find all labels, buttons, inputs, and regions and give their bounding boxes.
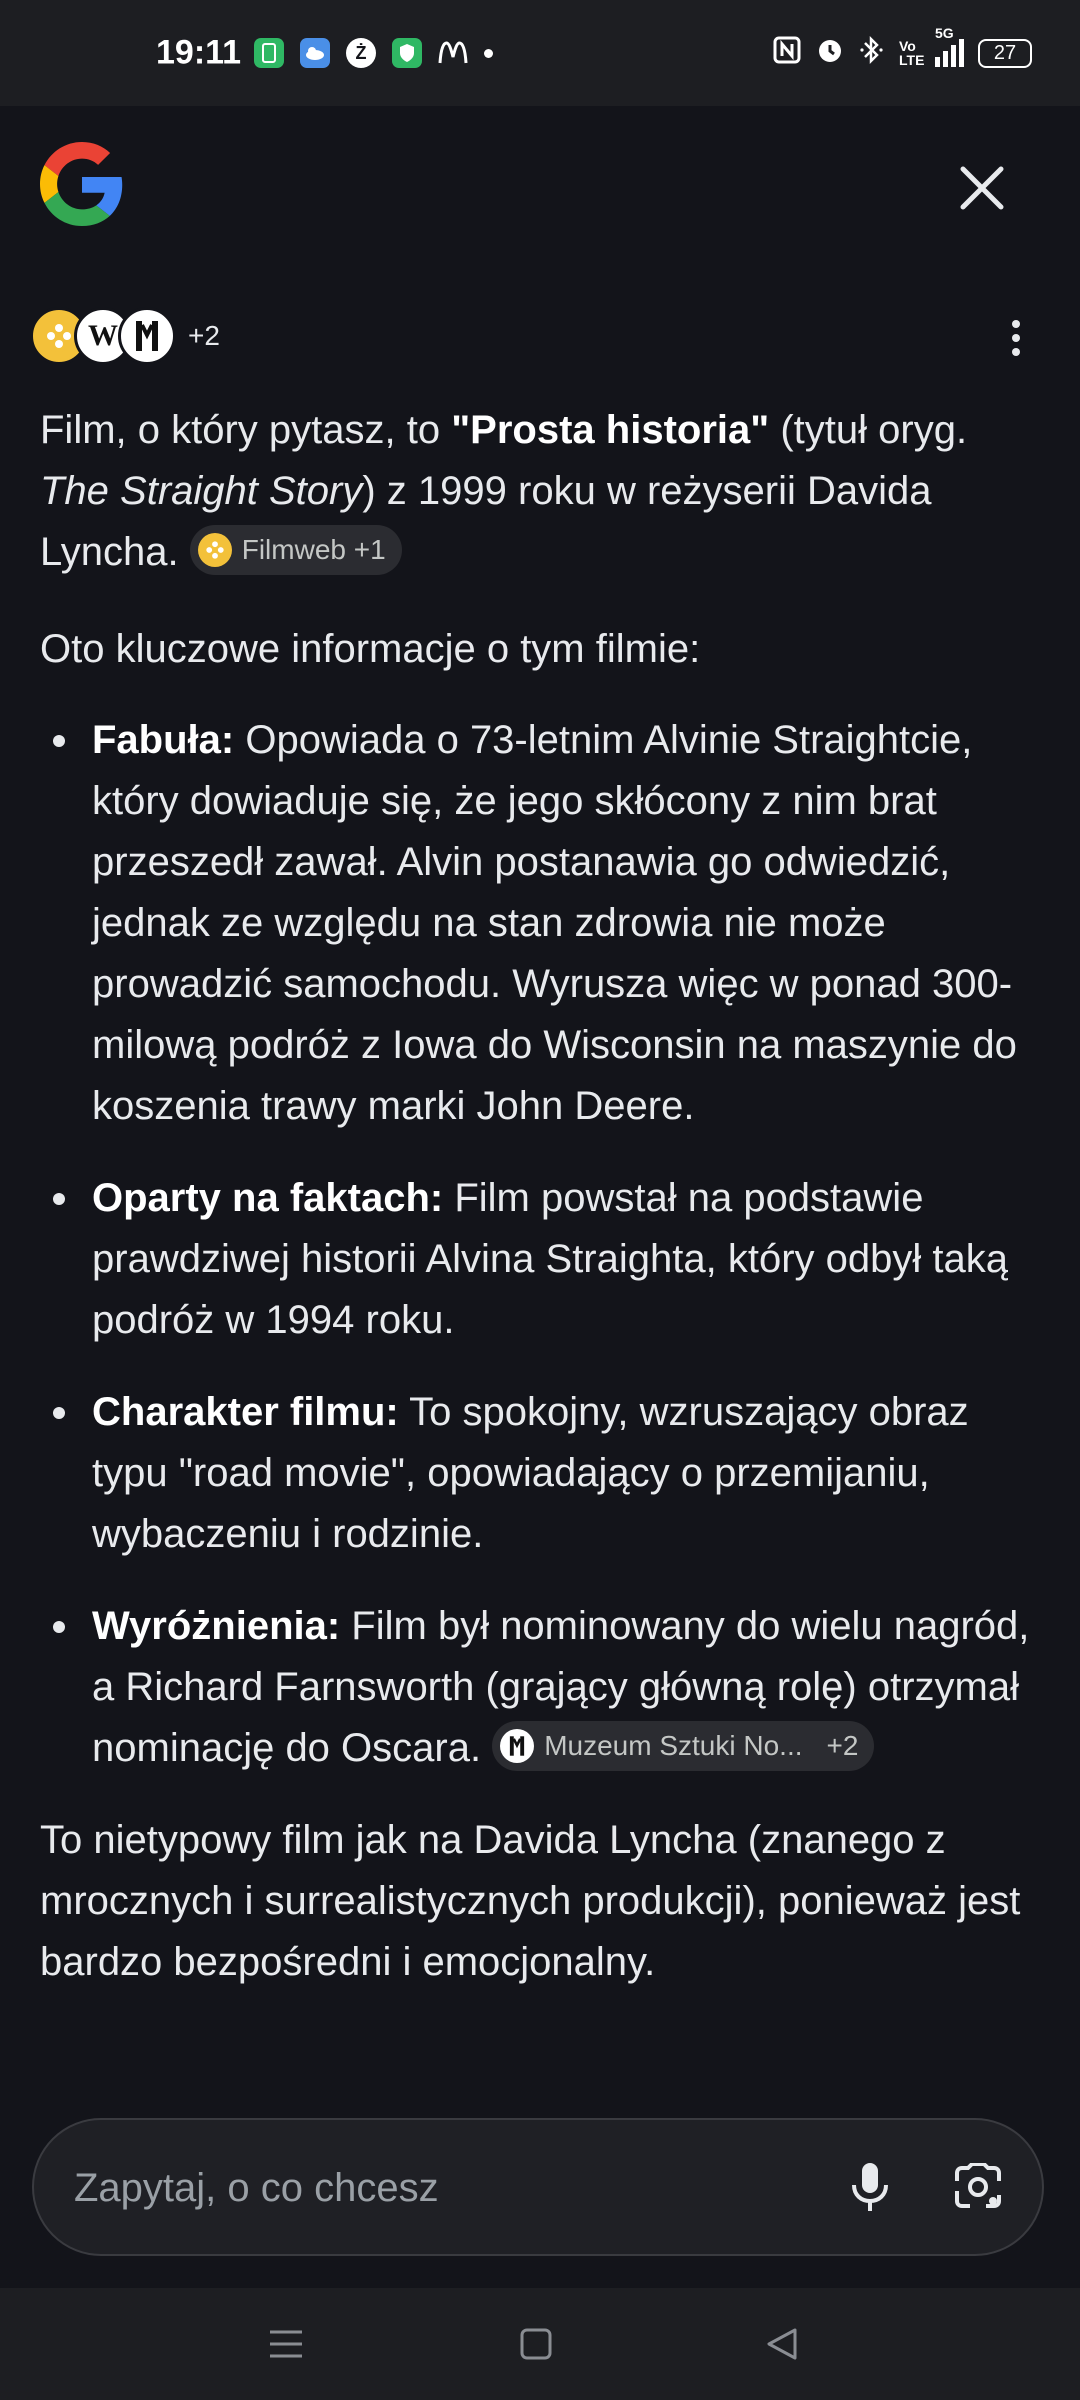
chip-count: +2 <box>826 1730 859 1762</box>
mic-icon <box>850 2161 890 2213</box>
more-dot <box>1012 348 1020 356</box>
nfc-icon <box>773 36 801 70</box>
recent-apps-button[interactable] <box>256 2314 316 2374</box>
key-info-list <box>40 710 1040 1779</box>
bullet-text: Film był nominowany do wielu nagród, a Richard Farnsworth (grający główną rolę) otrzymał nominację do Oscara. <box>92 1604 1030 1770</box>
ask-input[interactable] <box>72 2120 816 2256</box>
volte-icon: Vo LTE <box>899 38 925 68</box>
original-title: The Straight Story <box>40 469 363 513</box>
more-notifications-dot <box>484 49 493 58</box>
ai-answer <box>40 400 1040 1993</box>
answer-intro <box>40 400 1040 583</box>
citation-chip-muzeum[interactable] <box>492 1721 874 1771</box>
sources-button[interactable] <box>30 306 220 366</box>
system-nav-bar <box>0 2288 1080 2400</box>
bullet-title: Wyróżnienia: <box>92 1604 341 1648</box>
more-options-button[interactable] <box>998 310 1034 366</box>
chip-label: Muzeum Sztuki No... <box>544 1730 803 1762</box>
menu-icon <box>268 2328 304 2360</box>
sources-count: +2 <box>188 320 220 351</box>
bullet-text: Film powstał na podstawie prawdziwej historii Alvina Straighta, który odbył taką podróż w 1994 roku. <box>92 1176 1008 1342</box>
bluetooth-icon <box>859 35 885 71</box>
list-item <box>92 1596 1040 1779</box>
citation-chip-filmweb[interactable] <box>190 525 402 575</box>
zabka-app-icon: Ż <box>346 38 376 68</box>
home-button[interactable] <box>506 2314 566 2374</box>
muzeum-source-icon <box>118 307 176 365</box>
list-item <box>92 710 1040 1137</box>
close-icon <box>959 165 1005 211</box>
filmweb-chip-icon <box>198 533 232 567</box>
mcdonalds-app-icon <box>438 38 468 68</box>
status-icons <box>773 25 1032 71</box>
back-icon <box>765 2327 799 2361</box>
list-item <box>92 1168 1040 1351</box>
alarm-icon <box>815 35 845 71</box>
back-button[interactable] <box>752 2314 812 2374</box>
bullet-text: Opowiada o 73-letnim Alvinie Straightcie, który dowiaduje się, że jego skłócony z nim brat przeszedł zawał. Alvin postanawia go odwiedzić, jednak ze względu na stan zdrowia nie może prowadzić samochodu. Wyrusza więc w ponad 300-milową podróż z Iowa do Wisconsin na maszynie do koszenia trawy marki John Deere. <box>92 718 1017 1128</box>
bullet-title: Charakter filmu: <box>92 1390 399 1434</box>
intro-text: (tytuł oryg. <box>769 408 968 452</box>
network-type: 5G <box>935 25 954 41</box>
status-time: 19:11 <box>156 33 242 72</box>
movie-title: "Prosta historia" <box>451 408 770 452</box>
list-item <box>92 1382 1040 1565</box>
answer-conclusion: To nietypowy film jak na Davida Lyncha (znanego z mrocznych i surrealistycznych produkcji), ponieważ jest bardzo bezpośredni i emocjonalny. <box>40 1818 1021 1984</box>
mic-button[interactable] <box>834 2151 906 2223</box>
bullet-title: Fabuła: <box>92 718 235 762</box>
shield-app-icon <box>392 38 422 68</box>
bullet-title: Oparty na faktach: <box>92 1176 444 1220</box>
weather-app-icon <box>300 38 330 68</box>
signal-icon <box>935 25 964 67</box>
more-dot <box>1012 334 1020 342</box>
notification-icons <box>254 38 493 68</box>
lens-camera-icon <box>953 2163 1003 2211</box>
status-bar <box>0 0 1080 106</box>
more-dot <box>1012 320 1020 328</box>
phone-app-icon <box>254 38 284 68</box>
chip-label: Filmweb +1 <box>241 534 386 566</box>
muzeum-chip-icon <box>500 1729 534 1763</box>
intro-text: ) z 1999 roku w reżyserii Davida Lyncha. <box>40 469 932 574</box>
answer-subheading: Oto kluczowe informacje o tym filmie: <box>40 627 701 671</box>
ask-bar <box>32 2118 1044 2256</box>
battery-icon: 27 <box>978 39 1032 68</box>
lens-button[interactable] <box>942 2151 1014 2223</box>
bullet-text: To spokojny, wzruszający obraz typu "road movie", opowiadający o przemijaniu, wybaczeniu i rodzinie. <box>92 1390 969 1556</box>
google-logo-icon <box>40 142 124 226</box>
wikipedia-source-icon: W <box>74 307 132 365</box>
close-button[interactable] <box>952 158 1012 218</box>
home-icon <box>520 2328 552 2360</box>
intro-text: Film, o który pytasz, to <box>40 408 452 452</box>
